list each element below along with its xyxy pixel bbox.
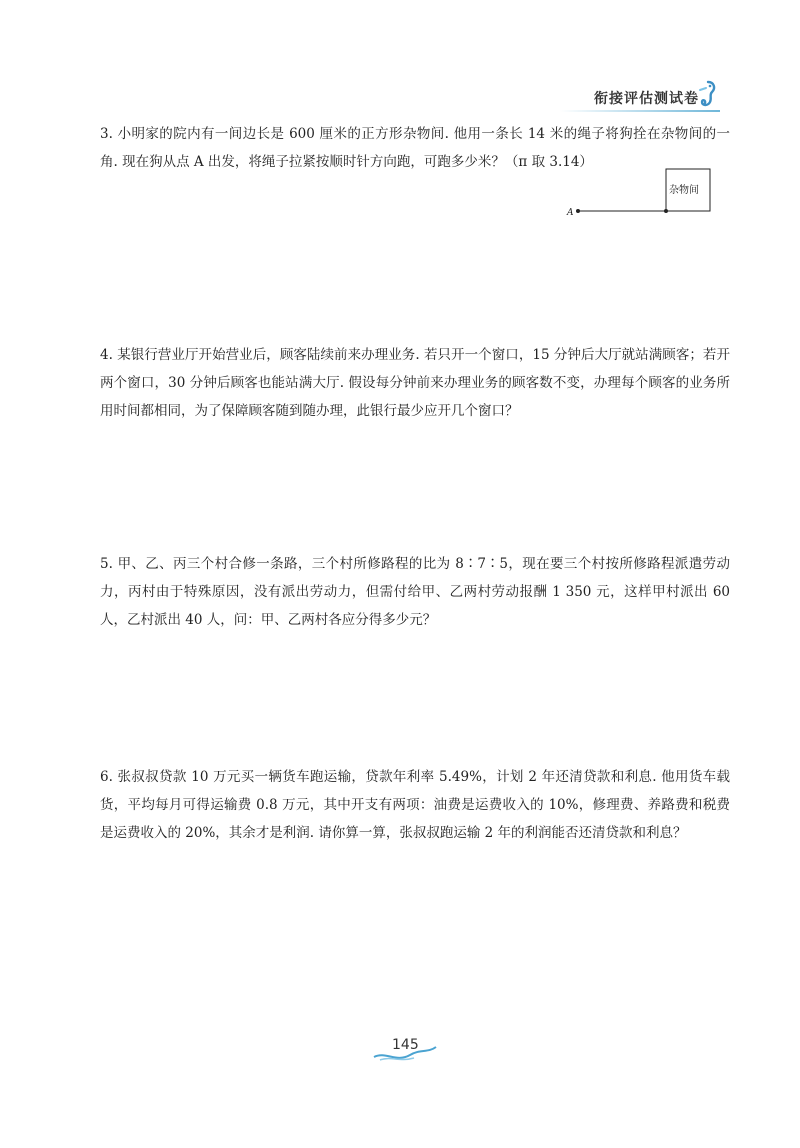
problem-text: 甲、乙、丙三个村合修一条路，三个村所修路程的比为 8∶7∶5，现在要三个村按所修路程派遣劳动力，丙村由于特殊原因，没有派出劳动力，但需付给甲、乙两村劳动报酬 1 350 元，这样甲村派出 60 人，乙村派出 40 人，问：甲、乙两村各应分得多少元？ xyxy=(100,556,730,628)
problem-number: 5. xyxy=(100,556,113,572)
point-a-dot xyxy=(576,209,580,213)
problem-text: 某银行营业厅开始营业后，顾客陆续前来办理业务. 若只开一个窗口，15 分钟后大厅就站满顾客；若开两个窗口，30 分钟后顾客也能站满大厅. 假设每分钟前来办理业务的顾客数不变，办理每个顾客的业务所用时间都相同，为了保障顾客随到随办理，此银行最少应开几个窗口？ xyxy=(100,347,730,419)
problem-text: 小明家的院内有一间边长是 600 厘米的正方形杂物间. 他用一条长 14 米的绳子将狗拴在杂物间的一角. 现在狗从点 A 出发，将绳子拉紧按顺时针方向跑，可跑多少米？（π 取 3.14） xyxy=(100,126,730,170)
problem-text: 张叔叔贷款 10 万元买一辆货车跑运输，贷款年利率 5.49%，计划 2 年还清贷款和利息. 他用货车载货，平均每月可得运输费 0.8 万元，其中开支有两项：油费是运费收入的 10%，修理费、养路费和税费是运费收入的 20%，其余才是利润. 请你算一算，张叔叔跑运输 2 年的利润能否还清贷款和利息？ xyxy=(100,769,730,841)
problem-6 xyxy=(100,763,730,847)
page-number: 145 xyxy=(392,1037,419,1053)
problem-number: 4. xyxy=(100,347,113,363)
problem-number: 3. xyxy=(100,126,113,142)
problem-number: 6. xyxy=(100,769,113,785)
problem-5 xyxy=(100,550,730,634)
page-number-badge xyxy=(370,1033,440,1063)
header-divider xyxy=(560,110,720,112)
room-label: 杂物间 xyxy=(669,185,699,196)
header-title: 衔接评估测试卷 xyxy=(594,91,699,107)
corner-dot xyxy=(664,209,668,213)
point-a-label: A xyxy=(567,208,574,218)
storage-room-diagram xyxy=(562,165,722,225)
seahorse-icon xyxy=(690,78,720,110)
problem-4 xyxy=(100,341,730,425)
